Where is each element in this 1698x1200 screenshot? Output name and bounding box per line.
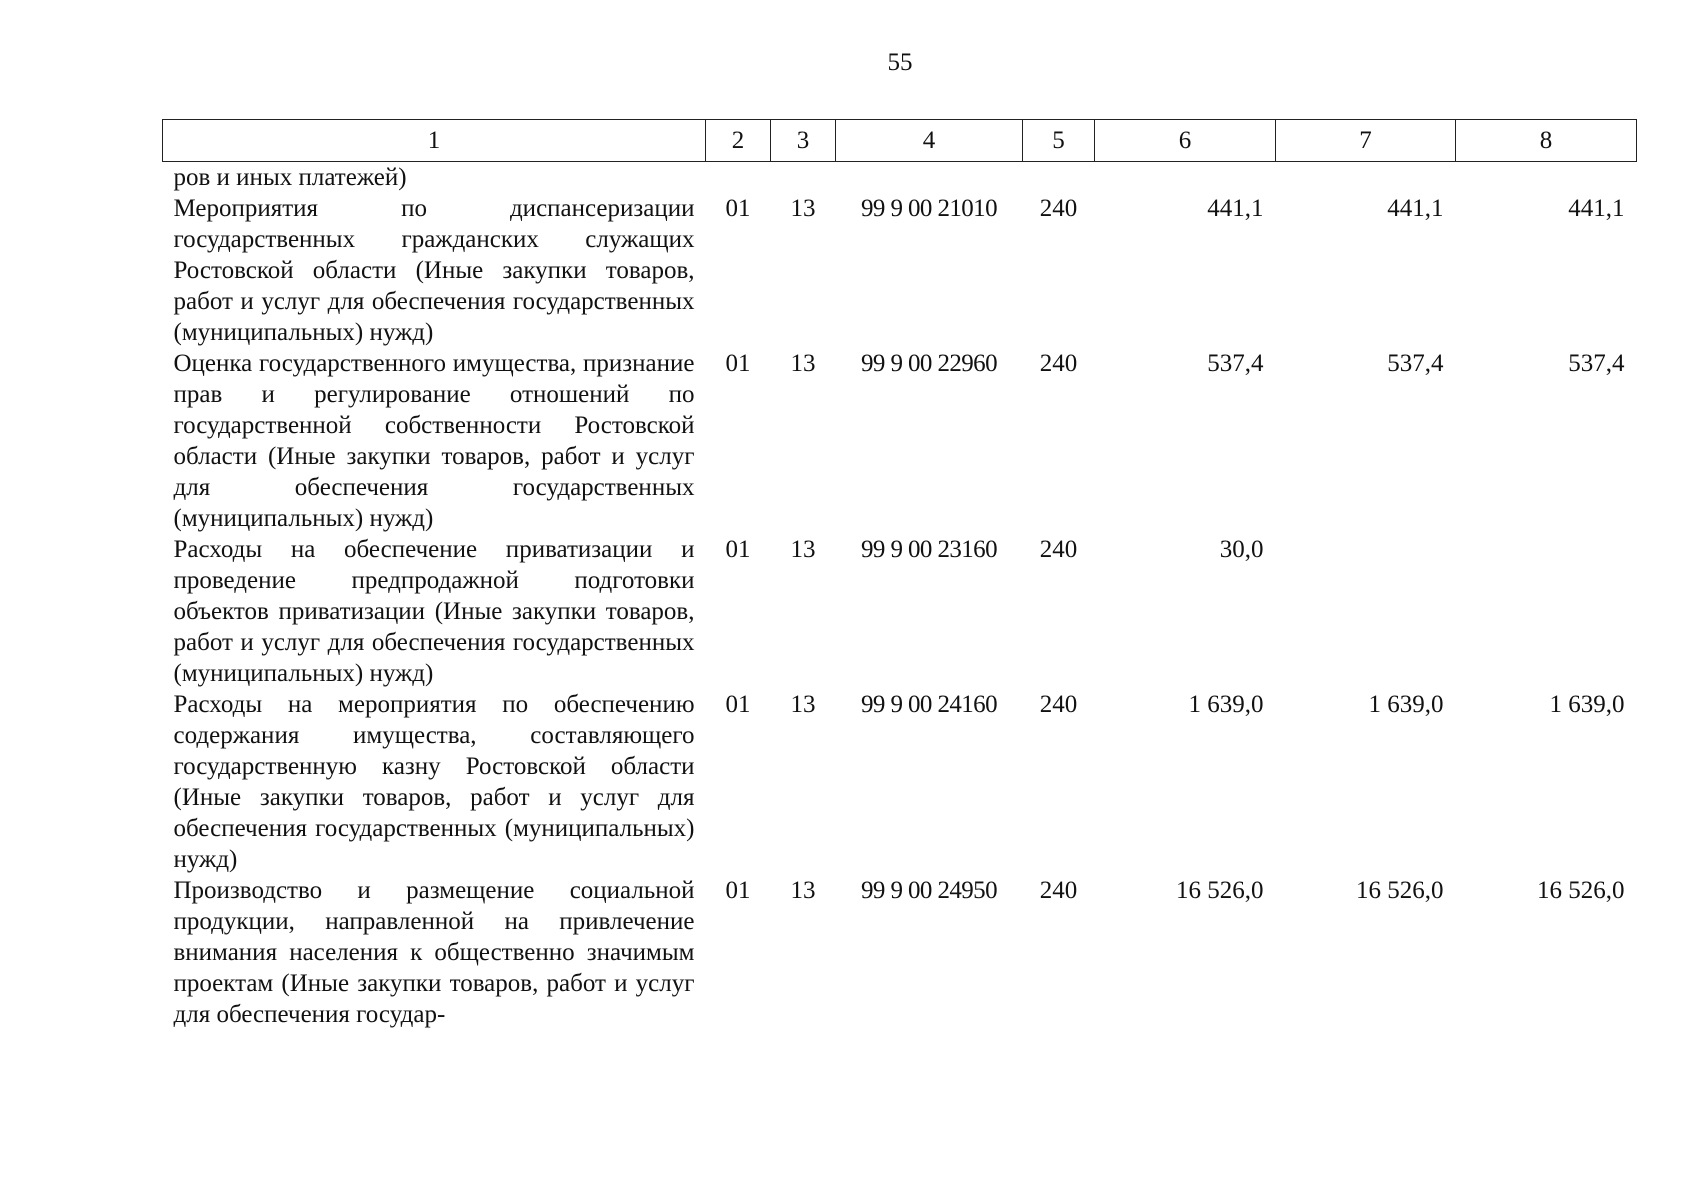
table-row [163, 689, 1637, 875]
row-target-code: 99 9 00 22960 [861, 350, 997, 377]
row-subsection: 13 [790, 691, 816, 718]
header-col-2: 2 [706, 120, 771, 162]
row-amount-col7 [1276, 534, 1456, 689]
row-name: Расходы на обеспечение приватизации и проведение предпродажной подготовки объектов приватизации (Иные закупки товаров, работ и услуг для обеспечения государственных (муниципальных) нужд) [173, 536, 695, 687]
row-amount-col6: 537,4 [1207, 350, 1264, 377]
row-subsection: 13 [790, 195, 816, 222]
row-amount-col7: 441,1 [1387, 195, 1444, 222]
header-col-3: 3 [771, 120, 836, 162]
row-subsection: 13 [790, 536, 816, 563]
table-body [163, 162, 1637, 1031]
table-row [163, 193, 1637, 348]
header-col-1: 1 [163, 120, 706, 162]
row-section: 01 [725, 877, 751, 904]
row-expense-type: 240 [1039, 195, 1078, 222]
row-expense-type: 240 [1039, 691, 1078, 718]
row-subsection: 13 [790, 350, 816, 377]
row-amount-col8: 441,1 [1568, 195, 1625, 222]
row-amount-col6: 441,1 [1207, 195, 1264, 222]
row-target-code: 99 9 00 24950 [861, 877, 997, 904]
row-name: Расходы на мероприятия по обеспечению содержания имущества, составляющего государственную казну Ростовской области (Иные закупки товаров, работ и услуг для обеспечения государственных (муниципальных) нужд) [173, 691, 695, 873]
row-amount-col6: 16 526,0 [1176, 877, 1264, 904]
row-name: Производство и размещение социальной продукции, направленной на привлечение внимания населения к общественно значимым проектам (Иные закупки товаров, работ и услуг для обеспечения государ- [173, 877, 695, 1028]
row-expense-type: 240 [1039, 350, 1078, 377]
row-amount-col8: 16 526,0 [1537, 877, 1625, 904]
header-col-4: 4 [836, 120, 1023, 162]
row-amount-col6: 1 639,0 [1188, 691, 1264, 718]
row-amount-col8: 537,4 [1568, 350, 1625, 377]
row-amount-col7: 537,4 [1387, 350, 1444, 377]
row-name: Мероприятия по диспансеризации государственных гражданских служащих Ростовской области (Иные закупки товаров, работ и услуг для обеспечения государственных (муниципальных) нужд) [173, 195, 695, 346]
row-section: 01 [725, 350, 751, 377]
continuation-text: ров и иных платежей) [173, 164, 407, 191]
row-target-code: 99 9 00 21010 [861, 195, 997, 222]
header-row [163, 120, 1637, 162]
row-amount-col8: 1 639,0 [1549, 691, 1625, 718]
table-header [163, 120, 1637, 162]
row-expense-type: 240 [1039, 536, 1078, 563]
table-row [163, 348, 1637, 534]
table-row [163, 534, 1637, 689]
budget-table [162, 119, 1637, 1030]
row-amount-col6: 30,0 [1219, 536, 1264, 563]
header-col-7: 7 [1276, 120, 1456, 162]
continuation-row [163, 162, 1637, 194]
row-amount-col7: 16 526,0 [1356, 877, 1444, 904]
header-col-5: 5 [1023, 120, 1095, 162]
row-section: 01 [725, 195, 751, 222]
row-amount-col7: 1 639,0 [1368, 691, 1444, 718]
table-row [163, 875, 1637, 1030]
row-subsection: 13 [790, 877, 816, 904]
header-col-6: 6 [1095, 120, 1276, 162]
row-section: 01 [725, 691, 751, 718]
row-name: Оценка государственного имущества, признание прав и регулирование отношений по государственной собственности Ростовской области (Иные закупки товаров, работ и услуг для обеспечения государственных (муниципальных) нужд) [173, 350, 695, 532]
row-amount-col8 [1456, 534, 1637, 689]
row-section: 01 [725, 536, 751, 563]
row-expense-type: 240 [1039, 877, 1078, 904]
header-col-8: 8 [1456, 120, 1637, 162]
row-target-code: 99 9 00 24160 [861, 691, 997, 718]
row-target-code: 99 9 00 23160 [861, 536, 997, 563]
page-number: 55 [887, 49, 913, 76]
